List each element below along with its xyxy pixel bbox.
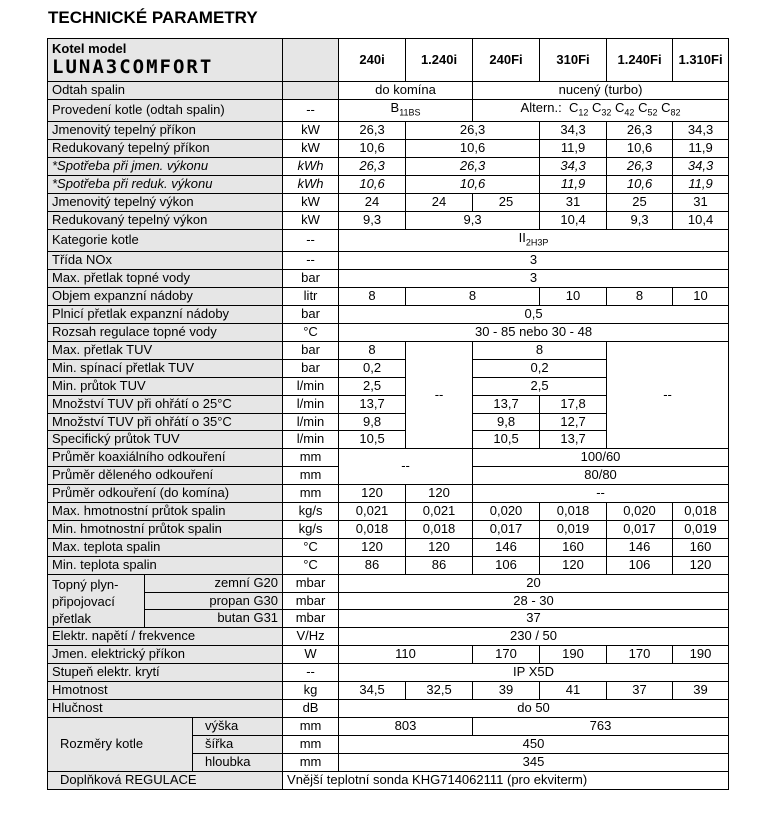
value-cell: 31 [540, 194, 607, 212]
unit-cell: bar [283, 306, 339, 324]
unit-cell: litr [283, 288, 339, 306]
model-240i: 240i [339, 39, 406, 82]
value-cell: 170 [607, 646, 673, 664]
value-cell: 10 [540, 288, 607, 306]
table-row [48, 556, 729, 574]
table-row [48, 646, 729, 664]
value-cell: IP X5D [339, 664, 729, 682]
row-label: Hmotnost [48, 682, 283, 700]
unit-cell: bar [283, 359, 339, 377]
unit-cell: kg [283, 682, 339, 700]
unit-cell: -- [283, 99, 339, 122]
value-cell: 8 [406, 288, 540, 306]
unit-cell: -- [283, 664, 339, 682]
unit-cell: kW [283, 140, 339, 158]
table-row [48, 341, 729, 359]
value-cell: 9,8 [339, 413, 406, 431]
table-row [48, 211, 729, 229]
value-cell: 120 [406, 485, 473, 503]
row-label: Redukovaný tepelný příkon [48, 140, 283, 158]
gas-group-line: připojovací [52, 593, 115, 609]
value-text: Altern.: [520, 99, 562, 115]
row-label: Specifický průtok TUV [48, 431, 283, 449]
model-1240fi: 1.240Fi [607, 39, 673, 82]
value-cell: 120 [339, 538, 406, 556]
value-cell: 13,7 [339, 395, 406, 413]
value-cell: 0,020 [607, 503, 673, 521]
value-cell: 0,017 [607, 520, 673, 538]
unit-cell: mm [283, 717, 339, 735]
value-cell: 0,018 [540, 503, 607, 521]
value-cell: 31 [673, 194, 729, 212]
table-row [48, 717, 729, 735]
value-cell: 0,018 [673, 503, 729, 521]
table-row [48, 140, 729, 158]
table-row [48, 610, 729, 628]
value-cell: 11,9 [673, 140, 729, 158]
model-1240i: 1.240i [406, 39, 473, 82]
unit-cell: mm [283, 467, 339, 485]
value-cell: 10,5 [473, 431, 540, 449]
unit-cell: mm [283, 735, 339, 753]
model-240fi: 240Fi [473, 39, 540, 82]
unit-header-cell [283, 39, 339, 82]
value-cell: nucený (turbo) [473, 82, 729, 100]
value-cell: 41 [540, 682, 607, 700]
table-row [48, 194, 729, 212]
value-cell: 10,6 [339, 140, 406, 158]
value-cell: 80/80 [473, 467, 729, 485]
row-label: Plnicí přetlak expanzní nádoby [48, 306, 283, 324]
row-label: hloubka [193, 753, 283, 771]
gas-group-line: přetlak [52, 610, 92, 626]
value-subscript: 11BS [399, 107, 421, 118]
value-cell: 106 [473, 556, 540, 574]
value-cell: 10,6 [406, 140, 540, 158]
unit-cell: bar [283, 270, 339, 288]
page-title: TECHNICKÉ PARAMETRY [48, 8, 258, 27]
value-cell: 120 [339, 485, 406, 503]
value-cell: 100/60 [473, 449, 729, 467]
row-label: Objem expanzní nádoby [48, 288, 283, 306]
value-cell: 106 [607, 556, 673, 574]
value-text: C [638, 99, 648, 115]
unit-cell: mm [283, 485, 339, 503]
value-cell: -- [406, 341, 473, 448]
row-label: Jmen. elektrický příkon [48, 646, 283, 664]
value-cell: 34,3 [673, 122, 729, 140]
value-cell: 0,018 [339, 520, 406, 538]
unit-cell: -- [283, 229, 339, 252]
row-label: Min. hmotnostní průtok spalin [48, 520, 283, 538]
value-cell: 190 [540, 646, 607, 664]
model-header-cell [48, 39, 283, 82]
value-cell: 37 [339, 610, 729, 628]
value-cell: 8 [607, 288, 673, 306]
value-cell: 10,6 [607, 140, 673, 158]
row-label: *Spotřeba při reduk. výkonu [48, 176, 283, 194]
value-cell: 26,3 [339, 122, 406, 140]
value-cell: 10,5 [339, 431, 406, 449]
value-cell: 146 [473, 538, 540, 556]
value-text: B [390, 99, 400, 115]
value-cell: 0,021 [339, 503, 406, 521]
table-row [48, 323, 729, 341]
value-cell: 763 [473, 717, 729, 735]
value-cell: 26,3 [607, 122, 673, 140]
table-row [48, 252, 729, 270]
value-cell: 0,020 [473, 503, 540, 521]
value-cell: 12,7 [540, 413, 607, 431]
table-row [48, 270, 729, 288]
value-cell: 110 [339, 646, 473, 664]
value-cell: 26,3 [406, 122, 540, 140]
value-cell: 11,9 [540, 176, 607, 194]
unit-cell: kWh [283, 158, 339, 176]
value-cell: 10,6 [339, 176, 406, 194]
value-cell: 345 [339, 753, 729, 771]
value-cell [339, 229, 729, 252]
value-cell: 120 [673, 556, 729, 574]
unit-cell: kW [283, 211, 339, 229]
row-label: Min. teplota spalin [48, 556, 283, 574]
row-label: Provedení kotle (odtah spalin) [48, 99, 283, 122]
unit-cell: V/Hz [283, 628, 339, 646]
table-row [48, 288, 729, 306]
value-cell: do komína [339, 82, 473, 100]
unit-cell [283, 82, 339, 100]
row-label: Odtah spalin [48, 82, 283, 100]
value-cell: 10,6 [406, 176, 540, 194]
technical-parameters-table [47, 38, 729, 790]
unit-cell: l/min [283, 431, 339, 449]
value-cell: 25 [473, 194, 540, 212]
unit-cell: °C [283, 323, 339, 341]
value-cell: 34,3 [540, 122, 607, 140]
value-cell: 3 [339, 270, 729, 288]
table-row [48, 664, 729, 682]
table-row [48, 229, 729, 252]
table-row [48, 592, 729, 610]
value-cell: 9,3 [339, 211, 406, 229]
unit-cell: kW [283, 194, 339, 212]
value-cell [339, 99, 473, 122]
value-subscript: 32 [601, 107, 612, 118]
value-subscript: 2H3P [525, 237, 549, 248]
row-label: Hlučnost [48, 700, 283, 718]
value-cell: 2,5 [473, 377, 607, 395]
dimensions-label: Rozměry kotle [48, 717, 193, 771]
value-cell: 26,3 [607, 158, 673, 176]
row-label: Min. průtok TUV [48, 377, 283, 395]
gas-group-label [48, 574, 145, 628]
value-cell: 86 [406, 556, 473, 574]
row-label: Průměr koaxiálního odkouření [48, 449, 283, 467]
value-cell: 8 [339, 288, 406, 306]
row-label: Doplňková REGULACE [48, 771, 283, 789]
row-label: výška [193, 717, 283, 735]
table-row [48, 771, 729, 789]
value-cell: 11,9 [540, 140, 607, 158]
value-cell: 10 [673, 288, 729, 306]
unit-cell: mbar [283, 592, 339, 610]
unit-cell: mbar [283, 574, 339, 592]
unit-cell: l/min [283, 377, 339, 395]
unit-cell: mbar [283, 610, 339, 628]
row-label: Jmenovitý tepelný výkon [48, 194, 283, 212]
row-label: Max. hmotnostní průtok spalin [48, 503, 283, 521]
row-label: Elektr. napětí / frekvence [48, 628, 283, 646]
value-cell: 803 [339, 717, 473, 735]
unit-cell: bar [283, 341, 339, 359]
value-cell: 9,3 [607, 211, 673, 229]
value-cell: 34,5 [339, 682, 406, 700]
value-cell: 190 [673, 646, 729, 664]
value-cell: 0,019 [540, 520, 607, 538]
value-cell: 0,017 [473, 520, 540, 538]
unit-cell: kg/s [283, 520, 339, 538]
luna3-comfort-logo: LUNA3COMFORT [52, 56, 214, 78]
value-cell: 0,2 [339, 359, 406, 377]
value-cell: 32,5 [406, 682, 473, 700]
table-row [48, 503, 729, 521]
row-label: Max. přetlak topné vody [48, 270, 283, 288]
value-cell: 0,021 [406, 503, 473, 521]
value-cell: 9,8 [473, 413, 540, 431]
row-label: Min. spínací přetlak TUV [48, 359, 283, 377]
value-cell: 26,3 [406, 158, 540, 176]
row-label: zemní G20 [145, 574, 283, 592]
header-row [48, 39, 729, 82]
value-cell: 9,3 [406, 211, 540, 229]
row-label: Redukovaný tepelný výkon [48, 211, 283, 229]
value-subscript: 82 [670, 107, 681, 118]
value-cell: 11,9 [673, 176, 729, 194]
value-text: C [568, 99, 579, 115]
model-1310fi: 1.310Fi [673, 39, 729, 82]
row-label: Množství TUV při ohřátí o 35°C [48, 413, 283, 431]
value-cell: 37 [607, 682, 673, 700]
value-cell: 0,019 [673, 520, 729, 538]
value-subscript: 42 [624, 107, 635, 118]
value-cell: 120 [540, 556, 607, 574]
value-cell: 160 [673, 538, 729, 556]
row-label: Průměr děleného odkouření [48, 467, 283, 485]
unit-cell: kW [283, 122, 339, 140]
value-cell: 0,018 [406, 520, 473, 538]
value-cell: -- [339, 449, 473, 485]
row-label: Třída NOx [48, 252, 283, 270]
table-row [48, 449, 729, 467]
row-label: propan G30 [145, 592, 283, 610]
table-row [48, 306, 729, 324]
model-caption: Kotel model [52, 41, 127, 56]
value-cell: 0,5 [339, 306, 729, 324]
row-label: Množství TUV při ohřátí o 25°C [48, 395, 283, 413]
value-cell: 146 [607, 538, 673, 556]
row-label: Jmenovitý tepelný příkon [48, 122, 283, 140]
value-cell: 2,5 [339, 377, 406, 395]
unit-cell: mm [283, 449, 339, 467]
unit-cell: °C [283, 556, 339, 574]
unit-cell: mm [283, 753, 339, 771]
value-cell: 10,4 [673, 211, 729, 229]
row-label: *Spotřeba při jmen. výkonu [48, 158, 283, 176]
value-cell: 34,3 [673, 158, 729, 176]
value-cell: -- [607, 341, 729, 448]
value-text: II [518, 229, 526, 245]
value-cell: 120 [406, 538, 473, 556]
table-row [48, 574, 729, 592]
value-subscript: 52 [647, 107, 658, 118]
value-cell: 25 [607, 194, 673, 212]
value-cell: 24 [339, 194, 406, 212]
unit-cell: kg/s [283, 503, 339, 521]
value-cell: do 50 [339, 700, 729, 718]
value-cell [473, 99, 729, 122]
value-cell: 24 [406, 194, 473, 212]
unit-cell: °C [283, 538, 339, 556]
value-cell: 160 [540, 538, 607, 556]
unit-cell: dB [283, 700, 339, 718]
table-row [48, 158, 729, 176]
value-cell: 10,4 [540, 211, 607, 229]
value-cell: -- [473, 485, 729, 503]
value-cell: 34,3 [540, 158, 607, 176]
table-row [48, 485, 729, 503]
value-cell: 0,2 [473, 359, 607, 377]
row-label: butan G31 [145, 610, 283, 628]
value-cell: 26,3 [339, 158, 406, 176]
unit-cell: l/min [283, 413, 339, 431]
value-subscript: 12 [578, 107, 589, 118]
value-cell: 28 - 30 [339, 592, 729, 610]
value-cell: 39 [673, 682, 729, 700]
model-310fi: 310Fi [540, 39, 607, 82]
unit-cell: W [283, 646, 339, 664]
row-label: Průměr odkouření (do komína) [48, 485, 283, 503]
unit-cell: -- [283, 252, 339, 270]
table-row [48, 99, 729, 122]
value-cell: 3 [339, 252, 729, 270]
value-cell: 20 [339, 574, 729, 592]
value-cell: 17,8 [540, 395, 607, 413]
value-cell: 170 [473, 646, 540, 664]
row-label: Max. teplota spalin [48, 538, 283, 556]
table-row [48, 700, 729, 718]
table-row [48, 520, 729, 538]
value-text: C [615, 99, 625, 115]
value-cell: 450 [339, 735, 729, 753]
value-cell: 13,7 [473, 395, 540, 413]
value-text: C [592, 99, 602, 115]
gas-group-line: Topný plyn- [52, 576, 119, 592]
table-row [48, 122, 729, 140]
table-row [48, 628, 729, 646]
value-cell: 39 [473, 682, 540, 700]
value-cell: 30 - 85 nebo 30 - 48 [339, 323, 729, 341]
value-text: C [661, 99, 671, 115]
table-row [48, 682, 729, 700]
value-cell: 8 [339, 341, 406, 359]
value-cell: 13,7 [540, 431, 607, 449]
table-row [48, 538, 729, 556]
value-cell: 8 [473, 341, 607, 359]
value-cell: Vnější teplotní sonda KHG714062111 (pro ekviterm) [283, 771, 729, 789]
row-label: Stupeň elektr. krytí [48, 664, 283, 682]
row-label: Max. přetlak TUV [48, 341, 283, 359]
unit-cell: l/min [283, 395, 339, 413]
value-cell: 10,6 [607, 176, 673, 194]
row-label: šířka [193, 735, 283, 753]
value-cell: 230 / 50 [339, 628, 729, 646]
table-row [48, 176, 729, 194]
row-label: Rozsah regulace topné vody [48, 323, 283, 341]
unit-cell: kWh [283, 176, 339, 194]
value-cell: 86 [339, 556, 406, 574]
row-label: Kategorie kotle [48, 229, 283, 252]
table-row [48, 82, 729, 100]
